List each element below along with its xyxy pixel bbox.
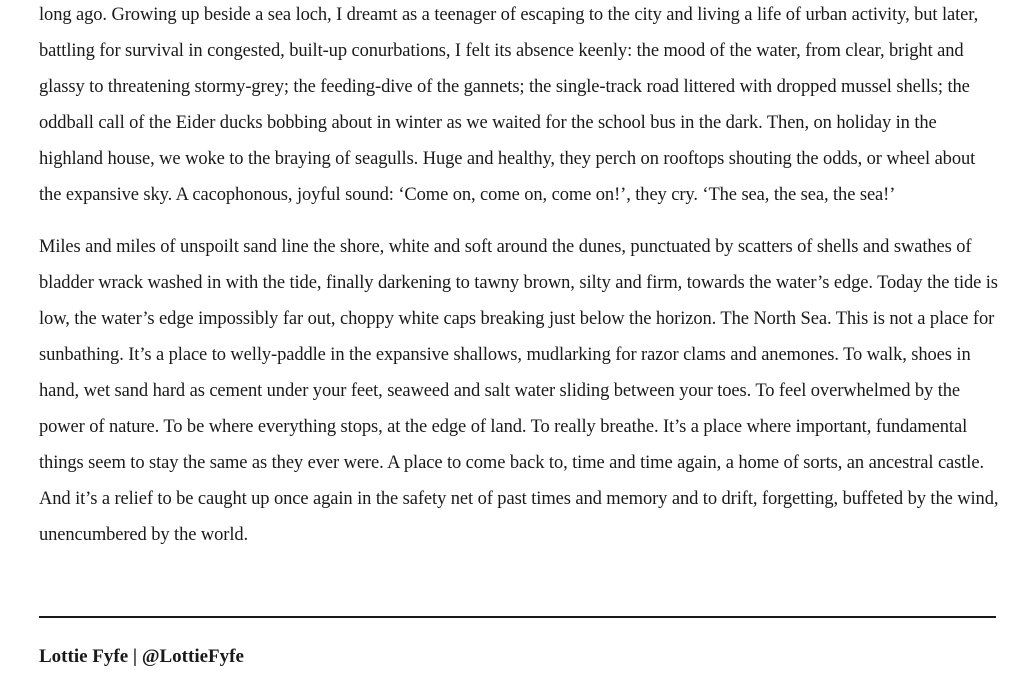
- author-byline: Lottie Fyfe | @LottieFyfe: [39, 646, 244, 667]
- article-paragraph-2: Miles and miles of unspoilt sand line the shore, white and soft around the dunes, punctuated by scatters of shells and swathes of bladder wrack washed in with the tide, finally darkening to tawny brown, silty and firm, towards the water’s edge. Today the tide is low, the water’s edge impossibly far out, choppy white caps breaking just below the horizon. The North Sea. This is not a place for sunbathing. It’s a place to welly-paddle in the expansive shallows, mudlarking for razor clams and anemones. To walk, shoes in hand, wet sand hard as cement under your feet, seaweed and salt water sliding between your toes. To feel overwhelmed by the power of nature. To be where everything stops, at the edge of land. To really breathe. It’s a place where important, fundamental things seem to stay the same as they ever were. A place to come back to, time and time again, a home of sorts, an ancestral castle. And it’s a relief to be caught up once again in the safety net of past times and memory and to drift, forgetting, buffeted by the wind, unencumbered by the world.: [39, 237, 999, 545]
- article-paragraph-1: long ago. Growing up beside a sea loch, I dreamt as a teenager of escaping to the city and living a life of urban activity, but later, battling for survival in congested, built-up conurbations, I felt its absence keenly: the mood of the water, from clear, bright and glassy to threatening stormy-grey; the feeding-dive of the gannets; the single-track road littered with dropped mussel shells; the oddball call of the Eider ducks bobbing about in winter as we waited for the school bus in the dark. Then, on holiday in the highland house, we woke to the braying of seagulls. Huge and healthy, they perch on rooftops shouting the odds, or wheel about the expansive sky. A cacophonous, joyful sound: ‘Come on, come on, come on!’, they cry. ‘The sea, the sea, the sea!’: [39, 5, 979, 205]
- horizontal-divider: [39, 616, 996, 618]
- article-body: [39, 0, 999, 553]
